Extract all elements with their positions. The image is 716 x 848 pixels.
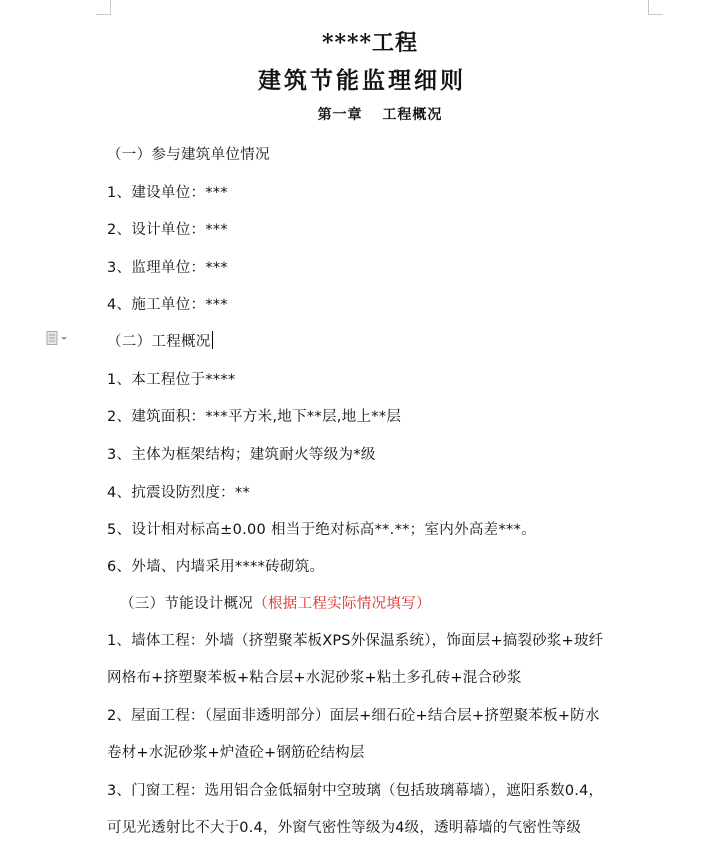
- list-item: 2、建筑面积：***平方米,地下**层,地上**层: [107, 409, 402, 425]
- section-heading-energy-design-text: （三）节能设计概况: [120, 596, 254, 612]
- text-cursor: [212, 331, 213, 349]
- paragraph-line: 1、墙体工程：外墙（挤塑聚苯板XPS外保温系统），饰面层+搞裂砂浆+玻纤: [107, 633, 604, 649]
- chapter-heading: 第一章 工程概况: [317, 107, 443, 123]
- paragraph-line: 3、门窗工程：选用铝合金低辐射中空玻璃（包括玻璃幕墙），遮阳系数0.4，: [107, 783, 604, 799]
- paragraph-line: 可见光透射比不大于0.4，外窗气密性等级为4级，透明幕墙的气密性等级: [107, 820, 582, 836]
- list-item: 3、主体为框架结构；建筑耐火等级为*级: [107, 447, 376, 463]
- list-item: 4、施工单位：***: [107, 297, 228, 313]
- page-corner-top-right: [648, 0, 663, 15]
- list-item: 1、建设单位：***: [107, 185, 228, 201]
- list-item: 4、抗震设防烈度：**: [107, 485, 251, 501]
- list-item: 1、本工程位于****: [107, 372, 236, 388]
- section-heading-overview-text: （二）工程概况: [107, 334, 211, 350]
- paragraph-line: 网格布+挤塑聚苯板+粘合层+水泥砂浆+粘土多孔砖+混合砂浆: [107, 670, 522, 686]
- list-item: 3、监理单位：***: [107, 260, 228, 276]
- list-item: 2、设计单位：***: [107, 222, 228, 238]
- fill-in-note: （根据工程实际情况填写）: [253, 596, 431, 612]
- document-subtitle: 建筑节能监理细则: [258, 67, 466, 94]
- page-corner-top-left: [96, 0, 111, 15]
- section-heading-energy-design: [120, 592, 431, 613]
- paragraph-line: 卷材+水泥砂浆+炉渣砼+钢筋砼结构层: [107, 745, 365, 761]
- document-title: ****工程: [321, 30, 419, 56]
- paragraph-options-icon[interactable]: [46, 331, 68, 345]
- paragraph-line: 2、屋面工程：（屋面非透明部分）面层+细石砼+结合层+挤塑聚苯板+防水: [107, 708, 600, 724]
- section-heading-participants: （一）参与建筑单位情况: [107, 147, 270, 163]
- list-item: 5、设计相对标高±0.00 相当于绝对标高**.**；室内外高差***。: [107, 522, 536, 538]
- section-heading-overview[interactable]: [107, 330, 213, 351]
- list-item: 6、外墙、内墙采用****砖砌筑。: [107, 559, 325, 575]
